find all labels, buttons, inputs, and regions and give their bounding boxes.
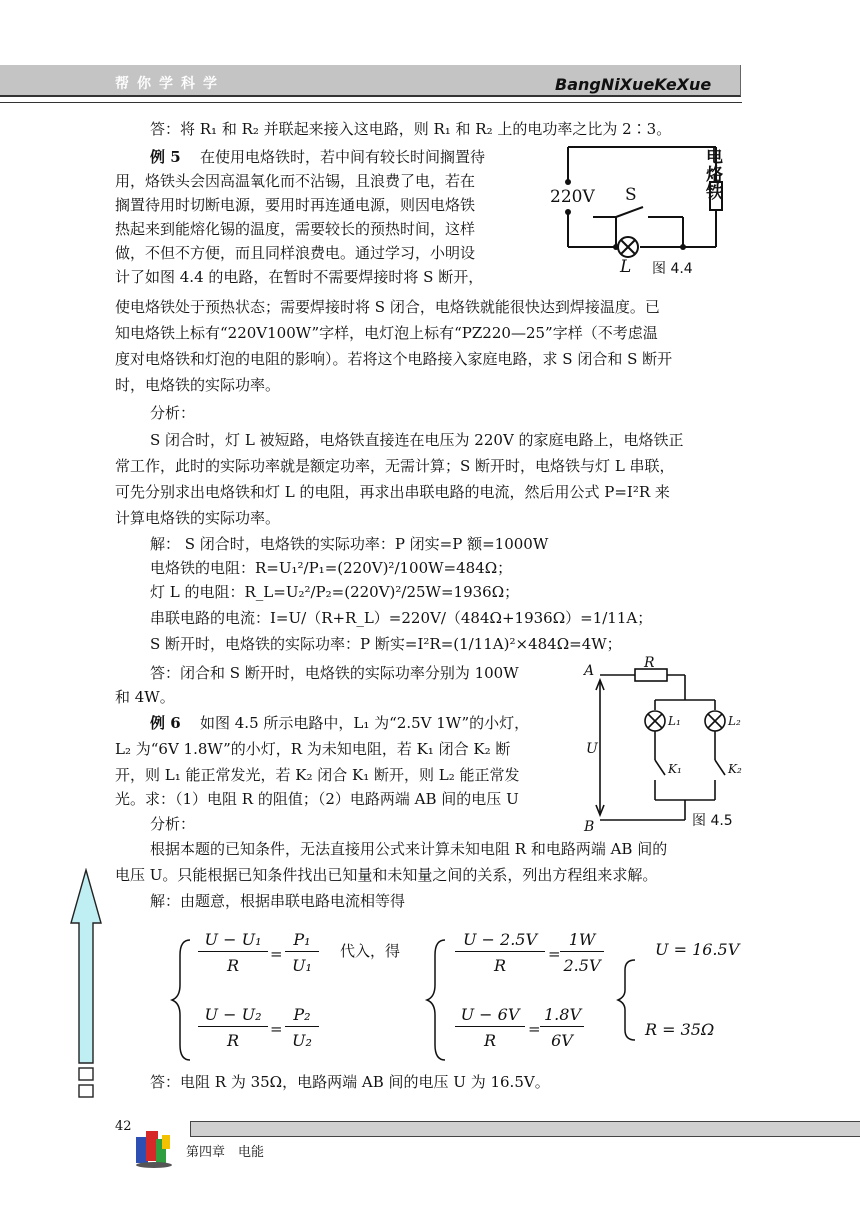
fraction: [285, 1005, 319, 1050]
text-line: 答：闭合和 S 断开时，电烙铁的实际功率分别为 100W: [150, 664, 519, 682]
text-line: 开，则 L₁ 能正常发光，若 K₂ 闭合 K₁ 断开，则 L₂ 能正常发: [115, 766, 520, 784]
equals-sign: =: [528, 1020, 541, 1038]
fig45-label-R: R: [644, 655, 655, 671]
fig44-iron-label: 电烙铁: [706, 147, 723, 203]
text-line: 如图 4.5 所示电路中，L₁ 为“2.5V 1W”的小灯，: [200, 714, 530, 732]
page-number: 42: [115, 1119, 132, 1134]
text-line: 计算电烙铁的实际功率。: [115, 509, 281, 527]
denominator: 6V: [551, 1031, 573, 1050]
substitute-text: 代入，得: [340, 942, 401, 960]
fig44-switch-label: S: [625, 185, 637, 205]
header-left-title: 帮你学科学: [115, 76, 225, 92]
equals-sign: =: [270, 1020, 283, 1038]
figure-4-4-caption: 图 4.4: [652, 258, 693, 278]
numerator: 1.8V: [540, 1005, 584, 1027]
numerator: U − 2.5V: [455, 930, 545, 952]
text-line: 光。求：（1）电阻 R 的阻值；（2）电路两端 AB 间的电压 U: [115, 790, 519, 808]
fig45-label-A: A: [584, 663, 595, 679]
denominator: R: [493, 956, 507, 975]
text-line: 用，烙铁头会因高温氧化而不沾锡，且浪费了电，若在: [115, 172, 476, 190]
denominator: R: [226, 1031, 240, 1050]
text-line: 可先分别求出电烙铁和灯 L 的电阻，再求出串联电路的电流，然后用公式 P=I²R 来: [115, 483, 670, 501]
fraction: [198, 930, 268, 975]
answer-line: 答：将 R₁ 和 R₂ 并联起来接入这电路，则 R₁ 和 R₂ 上的电功率之比为 2∶3。: [150, 120, 672, 138]
text-line: 时，电烙铁的实际功率。: [115, 376, 281, 394]
solution-line: 灯 L 的电阻：R_L=U₂²/P₂=(220V)²/25W=1936Ω；: [150, 583, 520, 601]
analysis-label: 分析：: [150, 815, 196, 833]
denominator: R: [483, 1031, 497, 1050]
text-line: 度对电烙铁和灯泡的电阻的影响）。若将这个电路接入家庭电路，求 S 闭合和 S 断开: [115, 350, 673, 368]
text-line: 根据本题的已知条件，无法直接用公式来计算未知电阻 R 和电路两端 AB 间的: [150, 840, 668, 858]
fraction: [455, 930, 545, 975]
fig45-label-U: U: [586, 741, 598, 757]
text-line: S 闭合时，灯 L 被短路，电烙铁直接连在电压为 220V 的家庭电路上，电烙铁正: [150, 431, 684, 449]
equals-sign: =: [270, 945, 283, 963]
text-line: 做，不但不方便，而且同样浪费电。通过学习，小明设: [115, 244, 476, 262]
text-line: 解：由题意，根据串联电路电流相等得: [150, 892, 406, 910]
analysis-label: 分析：: [150, 404, 196, 422]
text-line: 搁置待用时切断电源，要用时再连通电源，则因电烙铁: [115, 196, 476, 214]
text-line: 在使用电烙铁时，若中间有较长时间搁置待: [200, 148, 486, 166]
denominator: U₁: [292, 956, 312, 975]
fraction: [285, 930, 319, 975]
fraction: [560, 930, 604, 975]
chapter-logo-icon: [132, 1125, 180, 1169]
denominator: U₂: [292, 1031, 312, 1050]
numerator: U − U₁: [198, 930, 268, 952]
fig45-label-L1: L₁: [668, 714, 681, 728]
text-line: 和 4W。: [115, 688, 175, 706]
example-6-label: 例 6: [150, 714, 181, 732]
numerator: P₂: [285, 1005, 319, 1027]
chapter-title: 第四章 电能: [186, 1145, 265, 1160]
text-line: L₂ 为“6V 1.8W”的小灯，R 为未知电阻，若 K₁ 闭合 K₂ 断: [115, 740, 511, 758]
circuit-figure-4-5: [580, 655, 760, 835]
numerator: P₁: [285, 930, 319, 952]
numerator: U − 6V: [455, 1005, 525, 1027]
header-rule: [0, 102, 742, 103]
fig45-label-L2: L₂: [728, 714, 741, 728]
equals-sign: =: [548, 945, 561, 963]
fig45-label-K2: K₂: [728, 762, 742, 776]
solution-line: S 断开时，电烙铁的实际功率：P 断实=I²R=(1/11A)²×484Ω=4W；: [150, 635, 622, 653]
fig44-lamp-label: L: [620, 257, 632, 277]
text-line: 使电烙铁处于预热状态；需要焊接时将 S 闭合，电烙铁就能很快达到焊接温度。已: [115, 298, 660, 316]
fig44-voltage-label: 220V: [550, 187, 595, 207]
result-R: R = 35Ω: [645, 1020, 715, 1039]
denominator: 2.5V: [563, 956, 601, 975]
denominator: R: [226, 956, 240, 975]
text-line: 知电烙铁上标有“220V100W”字样，电灯泡上标有“PZ220—25”字样（不考虑温: [115, 324, 658, 342]
fig45-label-B: B: [584, 819, 595, 835]
numerator: 1W: [560, 930, 604, 952]
result-U: U = 16.5V: [655, 940, 740, 959]
text-line: 热起来到能熔化锡的温度，需要较长的预热时间，这样: [115, 220, 476, 238]
side-up-arrow-icon: [68, 868, 104, 1100]
fraction: [455, 1005, 525, 1050]
figure-4-5-caption: 图 4.5: [692, 810, 733, 830]
text-line: 常工作，此时的实际功率就是额定功率，无需计算；S 断开时，电烙铁与灯 L 串联，: [115, 457, 675, 475]
text-line: 电压 U。只能根据已知条件找出已知量和未知量之间的关系，列出方程组来求解。: [115, 866, 658, 884]
fraction: [198, 1005, 268, 1050]
fraction: [540, 1005, 584, 1050]
example-5-label: 例 5: [150, 148, 181, 166]
text-line: 计了如图 4.4 的电路，在暂时不需要焊接时将 S 断开，: [115, 268, 484, 286]
header-right-title: BangNiXueKeXue: [555, 75, 712, 94]
numerator: U − U₂: [198, 1005, 268, 1027]
solution-line: 串联电路的电流：I=U/（R+R_L）=220V/（484Ω+1936Ω）=1/11A；: [150, 609, 653, 627]
fig45-label-K1: K₁: [668, 762, 682, 776]
footer-band: [190, 1121, 860, 1137]
solution-line: 电烙铁的电阻：R=U₁²/P₁=(220V)²/100W=484Ω；: [150, 559, 513, 577]
solution-line: 解： S 闭合时，电烙铁的实际功率：P 闭实=P 额=1000W: [150, 535, 549, 553]
answer-line: 答：电阻 R 为 35Ω，电路两端 AB 间的电压 U 为 16.5V。: [150, 1073, 550, 1091]
